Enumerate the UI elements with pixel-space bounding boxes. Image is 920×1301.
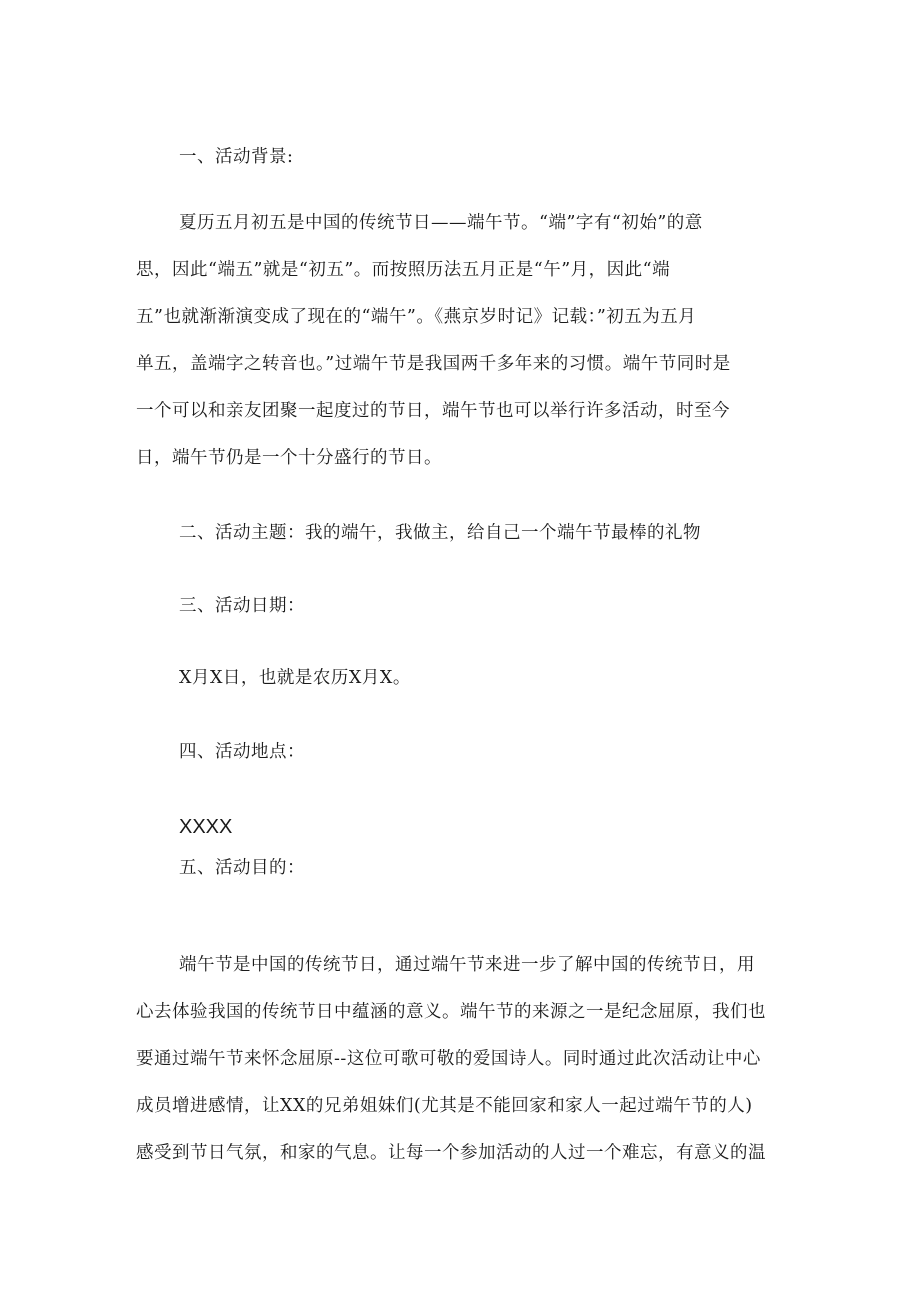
background-paragraph-line: 夏历五月初五是中国的传统节日——端午节。“端”字有“初始”的意	[179, 213, 703, 233]
purpose-paragraph-line: 成员增进感情，让XX的兄弟姐妹们(尤其是不能回家和家人一起过端午节的人)	[136, 1096, 753, 1116]
date-heading: 三、活动日期：	[179, 596, 305, 616]
purpose-heading: 五、活动目的：	[179, 858, 305, 878]
purpose-paragraph-line: 端午节是中国的传统节日，通过端午节来进一步了解中国的传统节日，用	[179, 955, 755, 975]
background-paragraph-line: 一个可以和亲友团聚一起度过的节日，端午节也可以举行许多活动，时至今	[136, 401, 730, 421]
background-paragraph-line: 单五，盖端字之转音也。”过端午节是我国两千多年来的习惯。端午节同时是	[136, 354, 731, 374]
date-value: X月X日，也就是农历X月X。	[179, 668, 411, 688]
purpose-paragraph-line: 感受到节日气氛，和家的气息。让每一个参加活动的人过一个难忘，有意义的温	[136, 1143, 766, 1163]
background-heading: 一、活动背景:	[179, 147, 294, 167]
background-paragraph-line: 思，因此“端五”就是“初五”。而按照历法五月正是“午”月，因此“端	[136, 260, 671, 280]
background-paragraph-line: 日，端午节仍是一个十分盛行的节日。	[136, 448, 442, 468]
place-value: XXXX	[179, 816, 233, 838]
background-paragraph-line: 五”也就渐渐演变成了现在的“端午”。《燕京岁时记》记载：”初五为五月	[136, 307, 697, 327]
purpose-paragraph-line: 心去体验我国的传统节日中蕴涵的意义。端午节的来源之一是纪念屈原，我们也	[136, 1002, 766, 1022]
place-heading: 四、活动地点：	[179, 742, 305, 762]
purpose-paragraph-line: 要通过端午节来怀念屈原--这位可歌可敬的爱国诗人。同时通过此次活动让中心	[136, 1049, 761, 1069]
theme-line: 二、活动主题：我的端午，我做主，给自己一个端午节最棒的礼物	[179, 523, 701, 543]
